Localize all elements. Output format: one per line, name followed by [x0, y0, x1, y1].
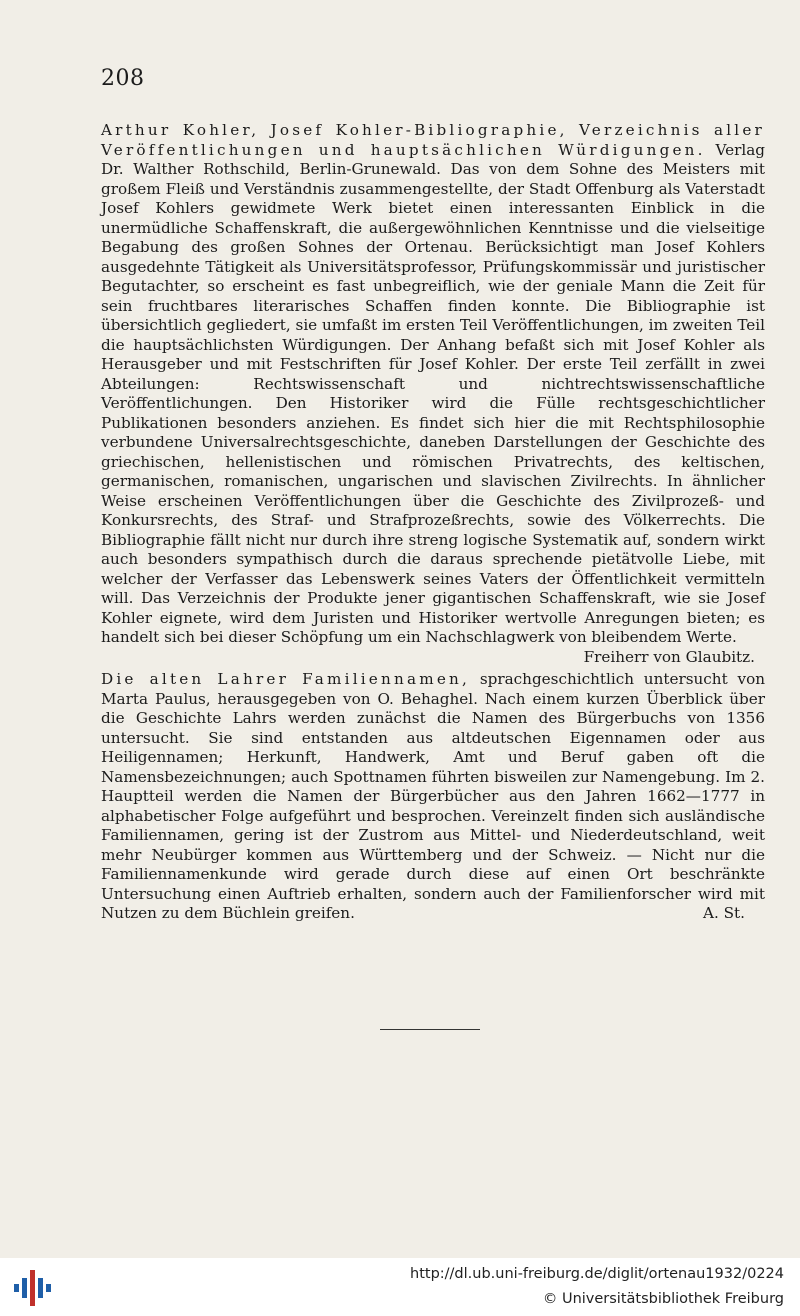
article-signature: Freiherr von Glaubitz. [583, 647, 755, 666]
review-article-kohler [101, 121, 765, 667]
article-heading: Arthur Kohler, Josef Kohler-Bibliographie, Verzeichnis aller Veröffentlichungen und hauptsächlichen Würdigungen. [101, 121, 765, 159]
section-divider [380, 1029, 480, 1030]
permalink-url[interactable]: http://dl.ub.uni-freiburg.de/diglit/ortenau1932/0224 [410, 1266, 784, 1282]
viewer-footer [0, 1258, 800, 1316]
page-number: 208 [101, 66, 145, 91]
article-heading: Die alten Lahrer Familiennamen, [101, 670, 471, 688]
ub-freiburg-logo-icon [12, 1268, 52, 1308]
article-signature: A. St. [703, 904, 745, 922]
review-article-lahrer-namen [101, 670, 765, 924]
article-body: Verlag Dr. Walther Rothschild, Berlin-Grunewald. Das von dem Sohne des Meisters mit großem Fleiß und Verständnis zusammengestellte, der Stadt Offenburg als Vaterstadt Josef Kohlers gewidmete Werk bietet einen interessanten Einblick in die unermüdliche Schaffenskraft, die außergewöhnlichen Kenntnisse und die vielseitige Begabung des großen Sohnes der Ortenau. Berücksichtigt man Josef Kohlers ausgedehnte Tätigkeit als Universitätsprofessor, Prüfungskommissär und juristischer Begutachter, so erscheint es fast unbegreiflich, wie der geniale Mann die Zeit für sein fruchtbares literarisches Schaffen finden konnte. Die Bibliographie ist übersichtlich gegliedert, sie umfaßt im ersten Teil Veröffentlichungen, im zweiten Teil die hauptsächlichsten Würdigungen. Der Anhang befaßt sich mit Josef Kohler als Herausgeber und mit Festschriften für Josef Kohler. Der erste Teil zerfällt in zwei Abteilungen: Rechtswissenschaft und nichtrechtswissenschaftliche Veröffentlichungen. Den Historiker wird die Fülle rechtsgeschichtlicher Publikationen besonders anziehen. Es findet sich hier die mit Rechtsphilosophie verbundene Universalrechtsgeschichte, daneben Darstellungen der Geschichte des griechischen, hellenistischen und römischen Privatrechts, des keltischen, germanischen, romanischen, ungarischen und slavischen Zivilrechts. In ähnlicher Weise erscheinen Veröffentlichungen über die Geschichte des Zivilprozeß- und Konkursrechts, des Straf- und Strafprozeßrechts, sowie des Völkerrechts. Die Bibliographie fällt nicht nur durch ihre streng logische Systematik auf, sondern wirkt auch besonders sympathisch durch die daraus sprechende pietätvolle Liebe, mit welcher der Verfasser das Lebenswerk seines Vaters der Öffentlichkeit vermitteln will. Das Verzeichnis der Produkte jener gigantischen Schaffenskraft, wie sie Josef Kohler eignete, wird dem Juristen und Historiker wertvolle Anregungen bieten; es handelt sich bei dieser Schöpfung um ein Nachschlagwerk von bleibendem Werte. [101, 140, 766, 646]
article-body: sprachgeschichtlich untersucht von Marta Paulus, herausgegeben von O. Behaghel. Nach einem kurzen Überblick über die Geschichte Lahrs werden zunächst die Namen des Bürgerbuchs von 1356 untersucht. Sie sind entstanden aus altdeutschen Eigennamen oder aus Heiligennamen; Herkunft, Handwerk, Amt und Beruf gaben oft die Namensbezeichnungen; auch Spottnamen führten bisweilen zur Namengebung. Im 2. Hauptteil werden die Namen der Bürgerbücher aus den Jahren 1662—1777 in alphabetischer Folge aufgeführt und besprochen. Vereinzelt finden sich ausländische Familiennamen, gering ist der Zustrom aus Mittel- und Niederdeutschland, weit mehr Neubürger kommen aus Württemberg und der Schweiz. — Nicht nur die Familiennamenkunde wird gerade durch diese auf einen Ort beschränkte Untersuchung einen Auftrieb erhalten, sondern auch der Familienforscher wird mit Nutzen zu dem Büchlein greifen. [101, 670, 765, 922]
copyright-notice: © Universitätsbibliothek Freiburg [542, 1291, 784, 1307]
